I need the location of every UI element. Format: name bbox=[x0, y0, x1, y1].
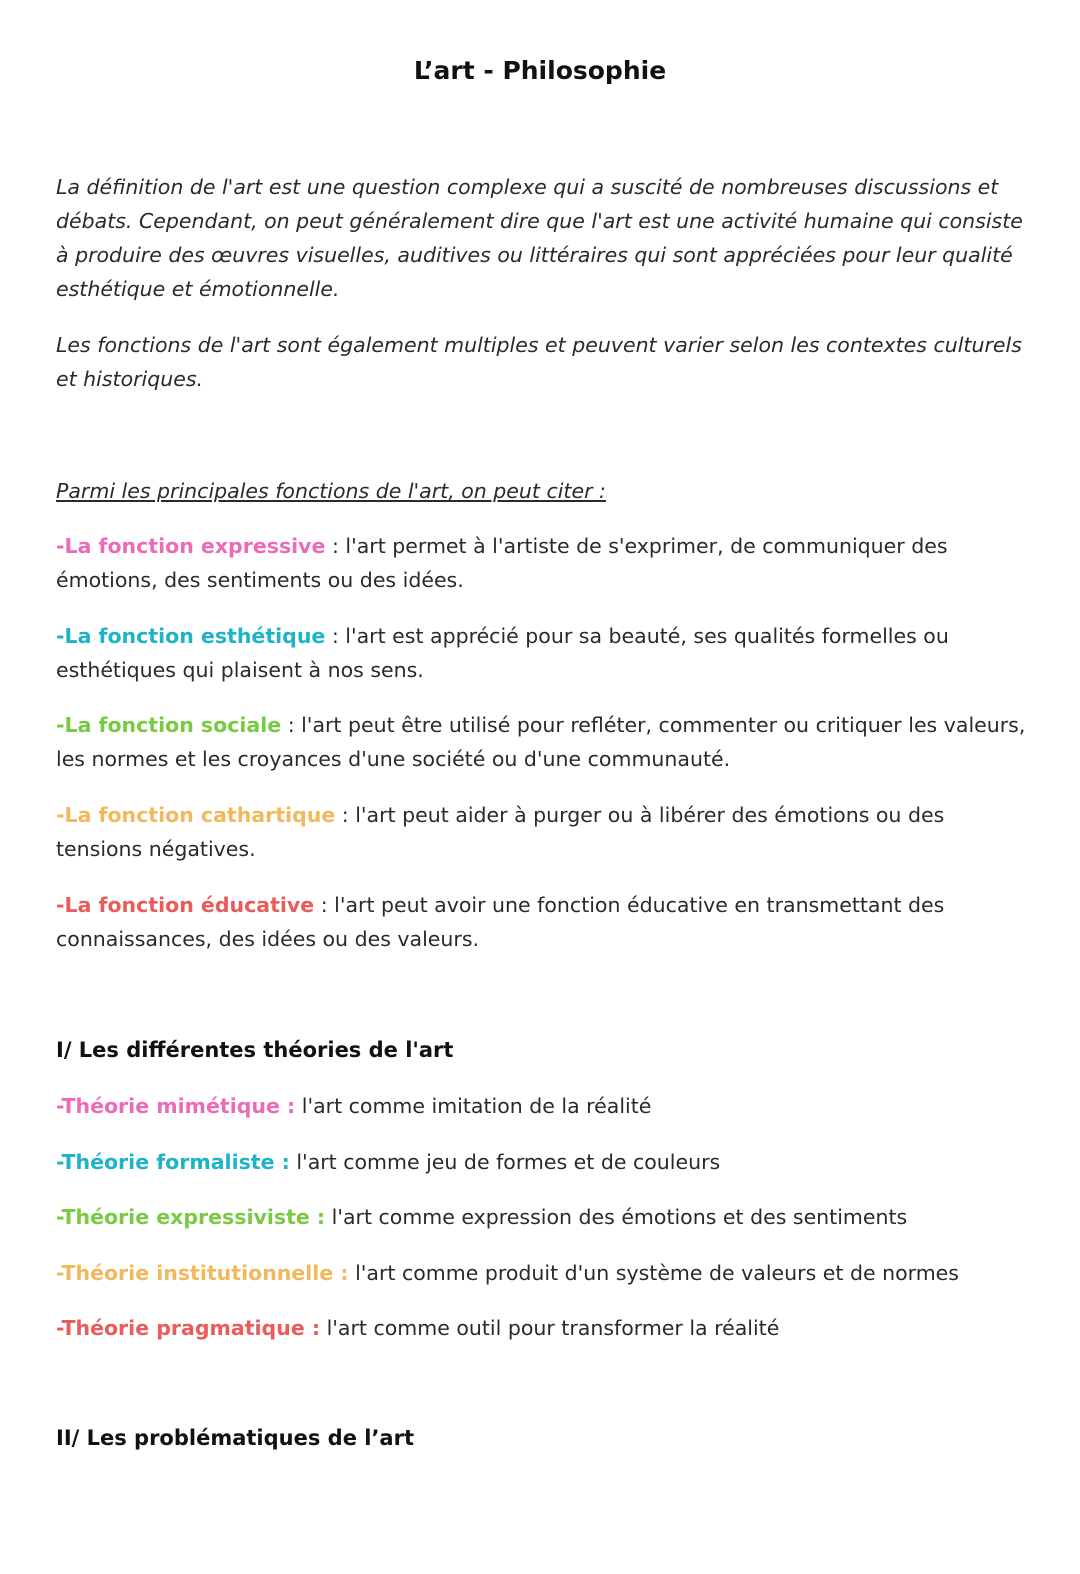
function-item-esthetique bbox=[56, 619, 1031, 687]
theory-label: -Théorie pragmatique : bbox=[56, 1316, 321, 1340]
function-item-cathartique bbox=[56, 798, 1031, 866]
function-text: : l'art peut avoir une fonction éducative en transmettant des connaissances, des idées ou des valeurs. bbox=[56, 893, 945, 951]
function-text: : l'art permet à l'artiste de s'exprimer, de communiquer des émotions, des sentiments ou des idées. bbox=[56, 534, 948, 592]
theory-label: -Théorie institutionnelle : bbox=[56, 1261, 349, 1285]
function-label: -La fonction sociale bbox=[56, 713, 282, 737]
functions-heading: Parmi les principales fonctions de l'art, on peut citer : bbox=[56, 479, 606, 503]
theory-item-formaliste bbox=[56, 1145, 1031, 1179]
intro-paragraph-functions: Les fonctions de l'art sont également multiples et peuvent varier selon les contextes culturels et historiques. bbox=[56, 333, 1022, 391]
section-heading-problematiques: II/ Les problématiques de l’art bbox=[56, 1426, 414, 1450]
theory-text: l'art comme jeu de formes et de couleurs bbox=[289, 1150, 721, 1174]
theory-label: -Théorie expressiviste : bbox=[56, 1205, 326, 1229]
section-heading-theories: I/ Les différentes théories de l'art bbox=[56, 1038, 454, 1062]
theory-text: l'art comme produit d'un système de valeurs et de normes bbox=[348, 1261, 959, 1285]
theory-text: l'art comme outil pour transformer la réalité bbox=[320, 1316, 780, 1340]
function-item-sociale bbox=[56, 708, 1031, 776]
function-text: : l'art est apprécié pour sa beauté, ses qualités formelles ou esthétiques qui plaisent à nos sens. bbox=[56, 624, 949, 682]
theory-item-institutionnelle bbox=[56, 1256, 1031, 1290]
theory-item-pragmatique bbox=[56, 1311, 1031, 1345]
intro-paragraph-definition: La définition de l'art est une question complexe qui a suscité de nombreuses discussions et débats. Cependant, on peut généralement dire que l'art est une activité humaine qui consiste à produire des œuvres visuelles, auditives ou littéraires qui sont appréciées pour leur qualité esthétique et émotionnelle. bbox=[56, 175, 1023, 301]
function-label: -La fonction éducative bbox=[56, 893, 315, 917]
theory-item-expressiviste bbox=[56, 1200, 1031, 1234]
function-item-educative bbox=[56, 888, 1031, 956]
function-item-expressive bbox=[56, 529, 1031, 597]
theory-text: l'art comme imitation de la réalité bbox=[295, 1094, 652, 1118]
theory-text: l'art comme expression des émotions et des sentiments bbox=[325, 1205, 908, 1229]
function-label: -La fonction cathartique bbox=[56, 803, 336, 827]
function-text: : l'art peut être utilisé pour refléter, commenter ou critiquer les valeurs, les normes et les croyances d'une société ou d'une communauté. bbox=[56, 713, 1026, 771]
function-text: : l'art peut aider à purger ou à libérer des émotions ou des tensions négatives. bbox=[56, 803, 945, 861]
function-label: -La fonction expressive bbox=[56, 534, 326, 558]
page-title: L’art - Philosophie bbox=[413, 56, 667, 85]
function-label: -La fonction esthétique bbox=[56, 624, 326, 648]
theory-label: -Théorie mimétique : bbox=[56, 1094, 296, 1118]
theory-label: -Théorie formaliste : bbox=[56, 1150, 290, 1174]
theory-item-mimetique bbox=[56, 1089, 1031, 1123]
